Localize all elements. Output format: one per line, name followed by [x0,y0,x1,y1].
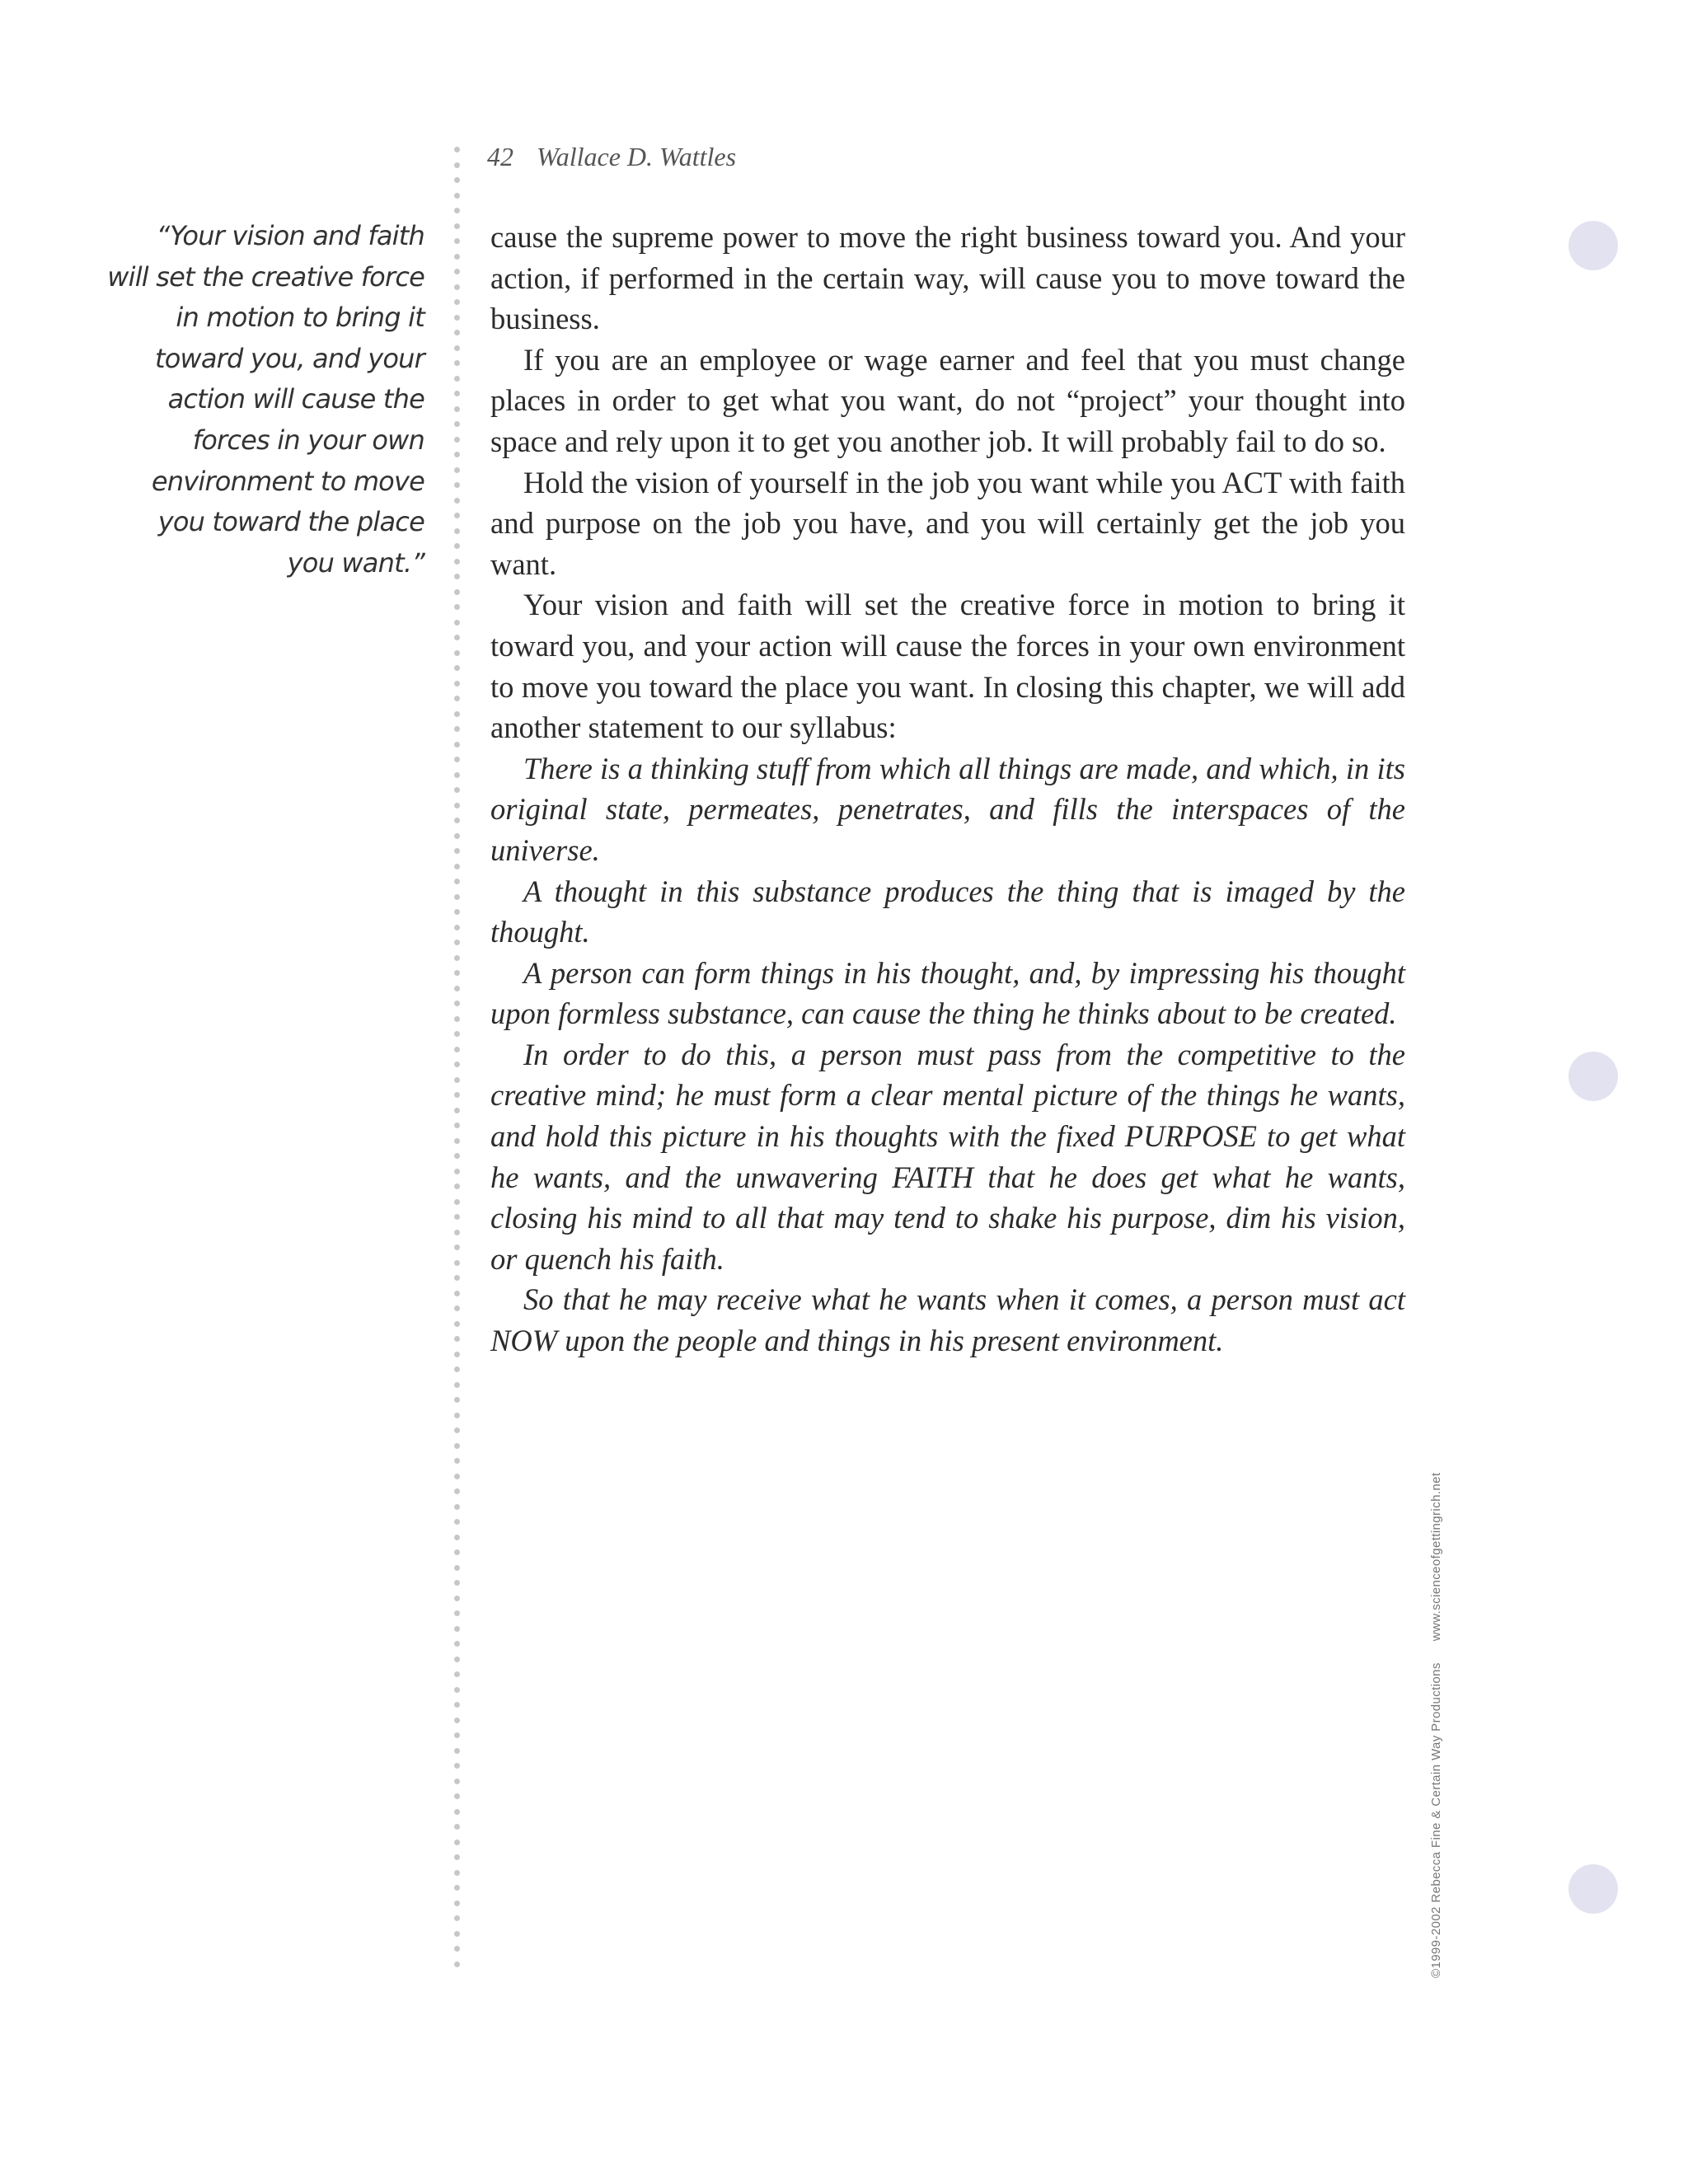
divider-dot [454,1352,460,1357]
divider-dot [454,1016,460,1022]
divider-dot [454,940,460,945]
divider-dot [454,1946,460,1952]
divider-dot [454,1214,460,1220]
divider-dot [454,376,460,382]
divider-dot [454,1504,460,1510]
divider-dot [454,1657,460,1662]
divider-dot [454,1854,460,1860]
divider-dot [454,330,460,335]
syllabus-paragraph: So that he may receive what he wants when it comes, a person must act NOW upon the people and things in his present environment. [490,1282,1405,1358]
divider-dot [454,223,460,229]
divider-dot [454,513,460,518]
divider-dot [454,1840,460,1845]
syllabus-paragraph: A person can form things in his thought, and, by impressing his thought upon formless substance, can cause the thing he thinks about to be created. [490,955,1405,1031]
divider-dot [454,1610,460,1616]
divider-dot [454,498,460,504]
divider-dot [454,1336,460,1342]
divider-dot [454,757,460,762]
divider-dot [454,1549,460,1555]
copyright-notice [1429,1473,1443,1978]
divider-dot [454,986,460,991]
divider-dot [454,1885,460,1891]
divider-dot [454,955,460,961]
divider-dot [454,1809,460,1815]
body-paragraph: If you are an employee or wage earner and feel that you must change places in order to get what you want, do not “project” your thought into space and rely upon it to get you another job. It will probably fail to do so. [490,342,1405,458]
divider-dot [454,1779,460,1784]
divider-dot [454,1565,460,1571]
divider-dot [454,970,460,976]
divider-dot [454,635,460,640]
divider-dot [454,162,460,168]
divider-dot [454,1031,460,1037]
divider-dot [454,1458,460,1464]
divider-dot [454,604,460,610]
website-url: www.scienceofgettingrich.net [1429,1472,1443,1642]
divider-dot [454,1870,460,1876]
divider-dot [454,864,460,869]
pull-quote-line: action will cause the [167,383,424,415]
divider-dot [454,1062,460,1067]
divider-dot [454,1626,460,1632]
divider-dot [454,482,460,488]
pull-quote-line: environment to move [151,465,424,497]
divider-dot [454,1077,460,1083]
body-paragraph: Your vision and faith will set the creative force in motion to bring it toward you, and your action will cause the forces in your own environment to move you toward the place you want. In closing this chapter, we will add another statement to our syllabus: [490,588,1405,745]
divider-dot [454,1291,460,1296]
divider-dot [454,833,460,839]
divider-dot [454,909,460,915]
divider-dot [454,894,460,900]
divider-dot [454,1366,460,1372]
divider-dot [454,284,460,290]
divider-dot [454,574,460,579]
divider-dot [454,772,460,778]
divider-dot [454,1580,460,1586]
divider-dot [454,1169,460,1174]
divider-dot [454,1671,460,1677]
divider-dot [454,1718,460,1723]
divider-dot [454,1138,460,1144]
divider-dot [454,1275,460,1281]
divider-dot [454,1397,460,1403]
divider-dot [454,1244,460,1250]
divider-dot [454,543,460,549]
running-header [487,142,736,172]
divider-dot [454,1915,460,1921]
pull-quote-line: in motion to bring it [176,302,424,334]
pull-quote [99,216,424,583]
divider-dot [454,1047,460,1052]
divider-dot [454,1488,460,1494]
divider-dot [454,650,460,656]
page-number: 42 [487,142,513,171]
divider-dot [454,1260,460,1266]
body-paragraph: Hold the vision of yourself in the job you want while you ACT with faith and purpose on the job you have, and you will certainly get the job you want. [490,465,1405,581]
divider-dot [454,1596,460,1601]
divider-dot [454,1732,460,1738]
divider-dot [454,1535,460,1540]
divider-dot [454,1122,460,1128]
divider-dot [454,193,460,199]
divider-dot [454,1641,460,1647]
divider-dot [454,1519,460,1525]
divider-dot [454,177,460,183]
divider-dot [454,848,460,854]
divider-dot [454,406,460,412]
divider-dot [454,467,460,473]
divider-dot [454,208,460,213]
pull-quote-line: “Your vision and faith [156,220,424,251]
divider-dot [454,1382,460,1388]
divider-dot [454,1199,460,1205]
divider-dot [454,1702,460,1708]
divider-dot [454,681,460,687]
divider-dot [454,1427,460,1433]
divider-dot [454,1763,460,1769]
divider-dot [454,1230,460,1235]
divider-dot [454,803,460,808]
pull-quote-line: forces in your own [192,424,424,456]
divider-dot [454,1687,460,1693]
divider-dot [454,528,460,534]
divider-dot [454,620,460,626]
divider-dot [454,421,460,427]
pull-quote-line: you toward the place [157,506,424,538]
divider-dot [454,818,460,823]
divider-dot [454,1092,460,1098]
pull-quote-line: you want.” [287,546,424,579]
body-text [490,217,1405,1361]
author-name: Wallace D. Wattles [537,142,737,171]
divider-dot [454,315,460,321]
divider-dot [454,1413,460,1418]
divider-dot [454,742,460,748]
divider-dot [454,437,460,443]
divider-dot [454,1153,460,1159]
divider-dot [454,1321,460,1327]
divider-dot [454,238,460,244]
divider-dot [454,559,460,565]
divider-dot [454,1001,460,1006]
divider-dot [454,1961,460,1967]
punch-hole-top [1568,221,1618,270]
syllabus-paragraph: There is a thinking stuff from which all things are made, and which, in its original state, permeates, penetrates, and fills the interspaces of the universe. [490,751,1405,867]
divider-dot [454,696,460,701]
divider-dot [454,391,460,396]
divider-dot [454,299,460,305]
copyright-text: ©1999-2002 Rebecca Fine & Certain Way Productions [1429,1662,1443,1978]
divider-dot [454,711,460,717]
divider-dot [454,345,460,351]
divider-dot [454,925,460,930]
pull-quote-line: toward you, and your [154,342,424,374]
divider-dot [454,1305,460,1311]
divider-dot [454,787,460,793]
divider-dot [454,1900,460,1906]
punch-hole-bottom [1568,1864,1618,1914]
divider-dot [454,1443,460,1449]
divider-dot [454,1474,460,1479]
divider-dot [454,589,460,595]
divider-dot [454,254,460,260]
divider-dot [454,1793,460,1799]
divider-dot [454,1748,460,1754]
pull-quote-line: will set the creative force [107,260,424,293]
divider-dot [454,1824,460,1830]
divider-dot [454,665,460,671]
divider-dot [454,879,460,884]
divider-dot [454,360,460,366]
dotted-divider [452,147,462,1976]
punch-hole-middle [1568,1052,1618,1101]
body-paragraph: cause the supreme power to move the right business toward you. And your action, if performed in the certain way, will cause you to move toward the business. [490,220,1405,336]
divider-dot [454,1183,460,1189]
divider-dot [454,1931,460,1937]
divider-dot [454,452,460,457]
divider-dot [454,1108,460,1113]
divider-dot [454,147,460,152]
divider-dot [454,726,460,732]
syllabus-paragraph: A thought in this substance produces the thing that is imaged by the thought. [490,874,1405,949]
divider-dot [454,269,460,274]
syllabus-paragraph: In order to do this, a person must pass from the competitive to the creative mind; he must form a clear mental picture of the things he wants, and hold this picture in his thoughts with the fixed PURPOSE to get what he wants, and the unwavering FAITH that he does get what he wants, closing his mind to all that may tend to shake his purpose, dim his vision, or quench his faith. [490,1037,1405,1276]
